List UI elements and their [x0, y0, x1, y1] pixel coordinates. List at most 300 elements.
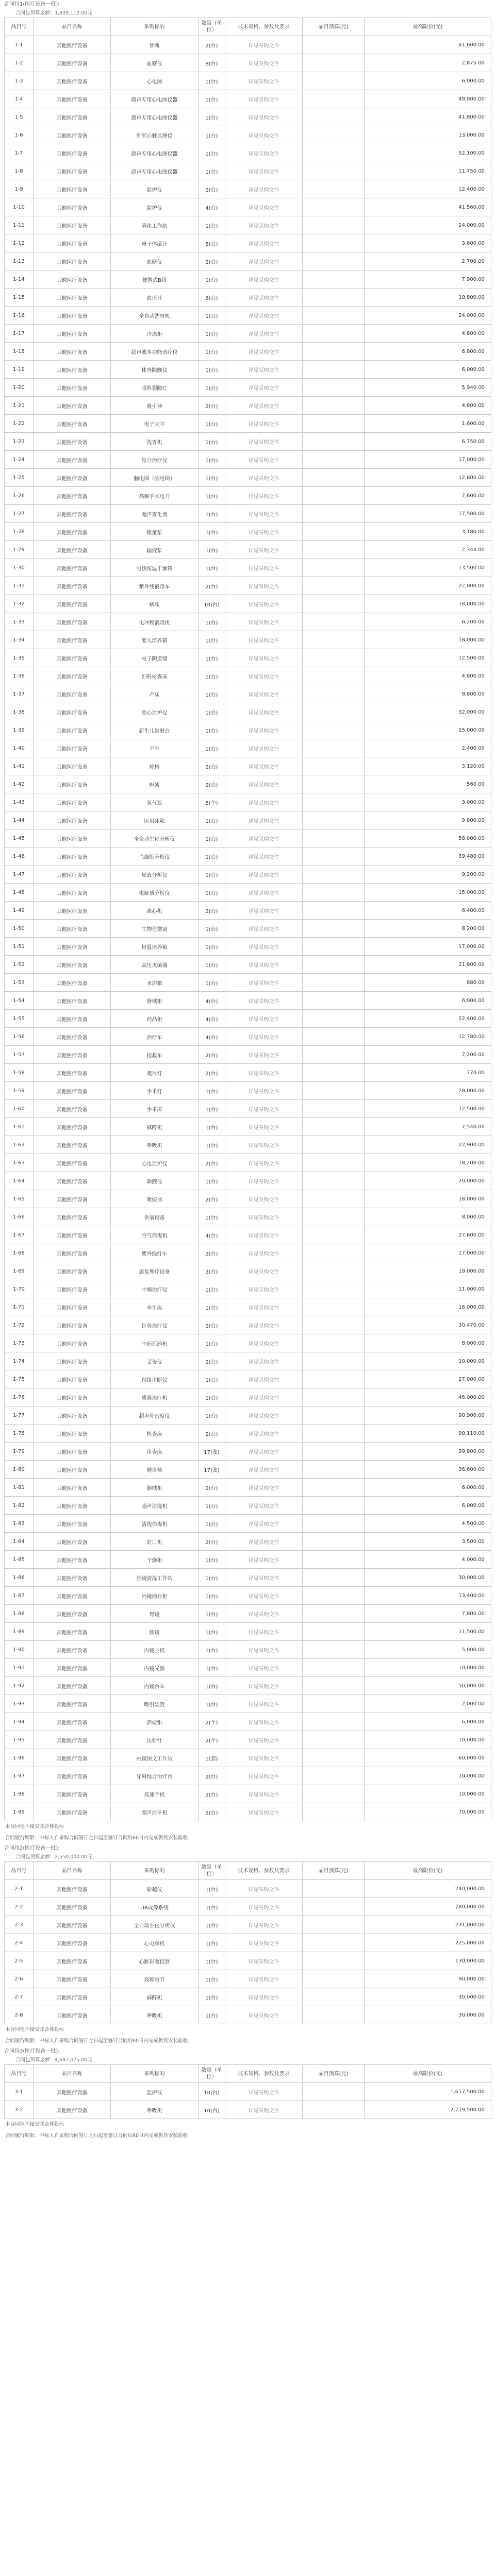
item-max-price: 81,600.00: [365, 36, 491, 54]
table-row: [5, 144, 491, 162]
item-budget: [303, 108, 365, 126]
item-budget: [303, 487, 365, 505]
item-quantity: 1(台): [199, 739, 225, 757]
item-number: 1-97: [5, 1767, 34, 1785]
item-spec: 详见采购文件: [225, 541, 303, 559]
column-header: 品目预算(元): [303, 2065, 365, 2083]
item-target: 封口机: [111, 1533, 199, 1551]
item-number: 1-32: [5, 595, 34, 613]
item-budget: [303, 54, 365, 72]
item-quantity: 1(台): [199, 144, 225, 162]
item-number: 1-12: [5, 234, 34, 252]
item-spec: 详见采购文件: [225, 902, 303, 920]
item-spec: 详见采购文件: [225, 1262, 303, 1280]
item-budget: [303, 1388, 365, 1406]
item-target: 医用冰箱: [111, 811, 199, 829]
item-spec: 详见采购文件: [225, 54, 303, 72]
table-row: [5, 1262, 491, 1280]
item-max-price: 6,400.00: [365, 902, 491, 920]
item-spec: 详见采购文件: [225, 198, 303, 216]
table-row: [5, 974, 491, 992]
item-spec: 详见采购文件: [225, 36, 303, 54]
table-row: [5, 1190, 491, 1208]
item-budget: [303, 343, 365, 361]
item-quantity: 1(台): [199, 433, 225, 451]
column-header: 品目名称: [34, 2065, 111, 2083]
table-row: [5, 1551, 491, 1569]
item-max-price: 6,000.00: [365, 361, 491, 379]
item-number: 1-99: [5, 1803, 34, 1821]
item-budget: [303, 1118, 365, 1136]
item-quantity: 1(台): [199, 1334, 225, 1352]
item-spec: 详见采购文件: [225, 343, 303, 361]
item-number: 1-62: [5, 1136, 34, 1154]
item-quantity: 1(台): [199, 559, 225, 577]
item-max-price: 90,110.00: [365, 1425, 491, 1443]
item-max-price: 12,600.00: [365, 469, 491, 487]
table-row: [5, 685, 491, 703]
item-target: 微量泵: [111, 523, 199, 541]
item-max-price: 39,480.00: [365, 848, 491, 866]
item-budget: [303, 1515, 365, 1533]
item-number: 1-79: [5, 1443, 34, 1461]
item-max-price: 3,500.00: [365, 1533, 491, 1551]
item-category: 其他医疗设备: [34, 2101, 111, 2119]
column-header: 采购标的: [111, 2065, 199, 2083]
item-budget: [303, 1280, 365, 1298]
item-number: 1-5: [5, 108, 34, 126]
item-quantity: 1(台): [199, 956, 225, 974]
item-budget: [303, 1298, 365, 1316]
item-spec: 详见采购文件: [225, 1988, 303, 2006]
item-number: 1-14: [5, 270, 34, 289]
item-target: 心电图: [111, 72, 199, 90]
item-budget: [303, 289, 365, 307]
item-target: 腔镜清洗工作站: [111, 1569, 199, 1587]
table-row: [5, 775, 491, 793]
item-spec: 详见采购文件: [225, 216, 303, 234]
item-number: 1-27: [5, 505, 34, 523]
item-number: 1-40: [5, 739, 34, 757]
table-row: [5, 1970, 491, 1988]
item-spec: 详见采购文件: [225, 1334, 303, 1352]
item-number: 1-28: [5, 523, 34, 541]
item-quantity: 2(台): [199, 252, 225, 270]
item-budget: [303, 1551, 365, 1569]
item-budget: [303, 1316, 365, 1334]
item-max-price: 50,000.00: [365, 1677, 491, 1695]
item-budget: [303, 270, 365, 289]
item-number: 1-87: [5, 1587, 34, 1605]
item-target: 候诊椅: [111, 1461, 199, 1479]
item-quantity: 2(台): [199, 1046, 225, 1064]
item-budget: [303, 361, 365, 379]
item-number: 1-75: [5, 1370, 34, 1388]
item-target: 中频治疗仪: [111, 1280, 199, 1298]
item-budget: [303, 397, 365, 415]
item-max-price: 8,800.00: [365, 685, 491, 703]
item-target: 除颤仪: [111, 1172, 199, 1190]
item-budget: [303, 1190, 365, 1208]
table-row: [5, 162, 491, 180]
item-target: 轮椅: [111, 757, 199, 775]
item-category: 其他医疗设备: [34, 577, 111, 595]
item-number: 1-20: [5, 379, 34, 397]
table-row: [5, 2083, 491, 2101]
item-target: 病床: [111, 595, 199, 613]
item-number: 1-26: [5, 487, 34, 505]
item-budget: [303, 829, 365, 848]
column-header: 品目预算(元): [303, 18, 365, 36]
item-max-price: 18,000.00: [365, 1190, 491, 1208]
item-number: 1-2: [5, 54, 34, 72]
item-max-price: 6,200.00: [365, 613, 491, 631]
item-max-price: 8,200.00: [365, 920, 491, 938]
item-budget: [303, 775, 365, 793]
item-max-price: 30,000.00: [365, 2006, 491, 2024]
item-max-price: 3,000.00: [365, 793, 491, 811]
item-target: 高频手术电刀: [111, 487, 199, 505]
item-target: 监护仪: [111, 2083, 199, 2101]
item-number: 1-48: [5, 884, 34, 902]
item-number: 1-19: [5, 361, 34, 379]
column-header: 品目名称: [34, 1862, 111, 1880]
item-budget: [303, 307, 365, 325]
item-target: 胎心监护仪: [111, 703, 199, 721]
item-budget: [303, 739, 365, 757]
item-budget: [303, 2006, 365, 2024]
item-target: 高速手机: [111, 1785, 199, 1803]
item-quantity: 2(台): [199, 757, 225, 775]
item-category: 其他医疗设备: [34, 974, 111, 992]
item-max-price: 10,800.00: [365, 289, 491, 307]
item-number: 1-16: [5, 307, 34, 325]
item-spec: 详见采购文件: [225, 2083, 303, 2101]
item-table: [4, 18, 491, 1821]
item-category: 其他医疗设备: [34, 613, 111, 631]
table-row: [5, 1988, 491, 2006]
item-spec: 详见采购文件: [225, 1479, 303, 1497]
item-quantity: 17(张): [199, 1443, 225, 1461]
item-budget: [303, 1136, 365, 1154]
item-spec: 详见采购文件: [225, 90, 303, 108]
item-spec: 详见采购文件: [225, 1641, 303, 1659]
item-quantity: 1(台): [199, 216, 225, 234]
item-max-price: 52,100.00: [365, 144, 491, 162]
item-max-price: 30,000.00: [365, 1988, 491, 2006]
item-budget: [303, 505, 365, 523]
item-target: 呼吸机: [111, 1136, 199, 1154]
item-max-price: 6,000.00: [365, 1713, 491, 1731]
item-target: 电冲程消毒机: [111, 613, 199, 631]
table-row: [5, 1082, 491, 1100]
item-spec: 详见采购文件: [225, 811, 303, 829]
item-quantity: 2(台): [199, 1479, 225, 1497]
item-quantity: 1(台): [199, 1280, 225, 1298]
item-number: 1-31: [5, 577, 34, 595]
item-number: 2-1: [5, 1880, 34, 1898]
item-target: 治疗车: [111, 1028, 199, 1046]
table-row: [5, 1916, 491, 1934]
item-quantity: 2(台): [199, 36, 225, 54]
item-max-price: 12,400.00: [365, 180, 491, 198]
item-category: 其他医疗设备: [34, 1731, 111, 1749]
table-row: [5, 1208, 491, 1226]
item-target: 紫外线灯车: [111, 1244, 199, 1262]
table-row: [5, 505, 491, 523]
item-max-price: 25,000.00: [365, 721, 491, 739]
item-target: 超声专用心电图仪器: [111, 90, 199, 108]
item-budget: [303, 1334, 365, 1352]
item-quantity: 1(台): [199, 1298, 225, 1316]
item-spec: 详见采购文件: [225, 1118, 303, 1136]
item-spec: 详见采购文件: [225, 144, 303, 162]
table-row: [5, 1316, 491, 1334]
item-budget: [303, 1064, 365, 1082]
item-number: 1-61: [5, 1118, 34, 1136]
item-spec: 详见采购文件: [225, 1352, 303, 1370]
item-budget: [303, 559, 365, 577]
item-spec: 详见采购文件: [225, 1569, 303, 1587]
item-max-price: 6,000.00: [365, 1479, 491, 1497]
item-category: 其他医疗设备: [34, 1190, 111, 1208]
item-budget: [303, 811, 365, 829]
item-category: 其他医疗设备: [34, 595, 111, 613]
item-category: 其他医疗设备: [34, 1533, 111, 1551]
item-number: 1-60: [5, 1100, 34, 1118]
item-category: 其他医疗设备: [34, 1316, 111, 1334]
item-spec: 详见采购文件: [225, 1244, 303, 1262]
item-budget: [303, 848, 365, 866]
item-quantity: 1(台): [199, 974, 225, 992]
item-category: 其他医疗设备: [34, 523, 111, 541]
item-quantity: 4(台): [199, 1226, 225, 1244]
item-table: [4, 2064, 491, 2119]
item-number: 1-57: [5, 1046, 34, 1064]
column-header: 品目号: [5, 18, 34, 36]
item-max-price: 7,800.00: [365, 1605, 491, 1623]
item-category: 其他医疗设备: [34, 1244, 111, 1262]
section-note: 合同履行期限：中标人自采购合同签订之日起至签订合同后60日内完成供货安装验收: [5, 2133, 188, 2139]
table-row: [5, 1880, 491, 1898]
item-target: 血压计: [111, 289, 199, 307]
item-max-price: 17,000.00: [365, 938, 491, 956]
item-number: 1-98: [5, 1785, 34, 1803]
item-spec: 详见采购文件: [225, 685, 303, 703]
item-quantity: 1(台): [199, 90, 225, 108]
item-spec: 详见采购文件: [225, 1695, 303, 1713]
item-spec: 详见采购文件: [225, 1916, 303, 1934]
item-target: 电解质分析仪: [111, 884, 199, 902]
item-spec: 详见采购文件: [225, 397, 303, 415]
item-target: 检查床: [111, 1425, 199, 1443]
item-category: 其他医疗设备: [34, 938, 111, 956]
item-spec: 详见采购文件: [225, 595, 303, 613]
item-target: 熏蒸治疗机: [111, 1388, 199, 1406]
item-target: 中药煎药机: [111, 1334, 199, 1352]
table-row: [5, 1154, 491, 1172]
item-category: 其他医疗设备: [34, 307, 111, 325]
item-max-price: 6,800.00: [365, 343, 491, 361]
item-spec: 详见采购文件: [225, 667, 303, 685]
item-number: 1-4: [5, 90, 34, 108]
table-row: [5, 307, 491, 325]
item-budget: [303, 902, 365, 920]
item-budget: [303, 1028, 365, 1046]
item-spec: 详见采购文件: [225, 1952, 303, 1970]
item-quantity: 1(台): [199, 920, 225, 938]
item-max-price: 17,500.00: [365, 505, 491, 523]
item-spec: 详见采购文件: [225, 920, 303, 938]
item-spec: 详见采购文件: [225, 884, 303, 902]
item-spec: 详见采购文件: [225, 938, 303, 956]
item-budget: [303, 703, 365, 721]
section-note: 合同履行期限：中标人自采购合同签订之日起至签订合同后60日内完成供货安装验收: [5, 2038, 188, 2044]
item-number: 1-64: [5, 1172, 34, 1190]
table-row: [5, 1533, 491, 1551]
item-quantity: 2(台): [199, 1767, 225, 1785]
item-number: 1-91: [5, 1659, 34, 1677]
item-budget: [303, 415, 365, 433]
item-quantity: 1(台): [199, 1916, 225, 1934]
item-number: 1-33: [5, 613, 34, 631]
item-quantity: 1(台): [199, 415, 225, 433]
item-category: 其他医疗设备: [34, 1551, 111, 1569]
item-max-price: 6,750.00: [365, 433, 491, 451]
item-category: 其他医疗设备: [34, 1479, 111, 1497]
item-number: 2-6: [5, 1970, 34, 1988]
item-target: 冷冻柜: [111, 325, 199, 343]
item-spec: 详见采购文件: [225, 1587, 303, 1605]
item-quantity: 4(台): [199, 992, 225, 1010]
item-category: 其他医疗设备: [34, 1605, 111, 1623]
table-row: [5, 433, 491, 451]
item-budget: [303, 1154, 365, 1172]
item-quantity: 1(台): [199, 1208, 225, 1226]
item-budget: [303, 1226, 365, 1244]
item-budget: [303, 1934, 365, 1952]
item-category: 其他医疗设备: [34, 343, 111, 361]
item-quantity: 10(台): [199, 2083, 225, 2101]
table-row: [5, 848, 491, 866]
item-category: 其他医疗设备: [34, 1010, 111, 1028]
item-number: 1-70: [5, 1280, 34, 1298]
item-number: 1-96: [5, 1749, 34, 1767]
item-spec: 详见采购文件: [225, 2006, 303, 2024]
item-budget: [303, 234, 365, 252]
item-spec: 详见采购文件: [225, 1605, 303, 1623]
item-spec: 详见采购文件: [225, 126, 303, 144]
table-row: [5, 1767, 491, 1785]
item-number: 1-24: [5, 451, 34, 469]
item-spec: 详见采购文件: [225, 361, 303, 379]
item-quantity: 8(台): [199, 54, 225, 72]
item-budget: [303, 36, 365, 54]
item-number: 2-2: [5, 1898, 34, 1916]
item-number: 1-17: [5, 325, 34, 343]
table-row: [5, 1226, 491, 1244]
item-category: 其他医疗设备: [34, 270, 111, 289]
item-target: 肝胆心脏监测仪: [111, 126, 199, 144]
item-category: 其他医疗设备: [34, 1916, 111, 1934]
item-target: 艾灸仪: [111, 1352, 199, 1370]
item-quantity: 1(台): [199, 1370, 225, 1388]
item-max-price: 4,500.00: [365, 1515, 491, 1533]
item-number: 1-81: [5, 1479, 34, 1497]
item-category: 其他医疗设备: [34, 1226, 111, 1244]
column-header: 最高限价(元): [365, 1862, 491, 1880]
item-quantity: 1(台): [199, 1172, 225, 1190]
item-budget: [303, 595, 365, 613]
item-max-price: 2,400.00: [365, 739, 491, 757]
item-quantity: 1(台): [199, 541, 225, 559]
item-target: 输液泵: [111, 541, 199, 559]
item-category: 其他医疗设备: [34, 433, 111, 451]
item-category: 其他医疗设备: [34, 902, 111, 920]
item-budget: [303, 541, 365, 559]
item-category: 其他医疗设备: [34, 1154, 111, 1172]
item-target: 呼吸机: [111, 2101, 199, 2119]
column-header: 最高限价(元): [365, 18, 491, 36]
item-quantity: 1(台): [199, 1988, 225, 2006]
item-category: 其他医疗设备: [34, 1136, 111, 1154]
item-category: 其他医疗设备: [34, 1515, 111, 1533]
item-spec: 详见采购文件: [225, 234, 303, 252]
item-category: 其他医疗设备: [34, 1587, 111, 1605]
item-spec: 详见采购文件: [225, 649, 303, 667]
item-category: 其他医疗设备: [34, 72, 111, 90]
item-target: 洗胃机: [111, 433, 199, 451]
item-max-price: 24,000.00: [365, 216, 491, 234]
item-target: 牙科综合治疗台: [111, 1767, 199, 1785]
item-number: 1-29: [5, 541, 34, 559]
section-note: 本合同包不接受联合体投标: [5, 2122, 64, 2127]
table-row: [5, 902, 491, 920]
item-budget: [303, 1046, 365, 1064]
item-max-price: 17,000.00: [365, 451, 491, 469]
item-number: 3-1: [5, 2083, 34, 2101]
item-max-price: 27,600.00: [365, 1226, 491, 1244]
item-budget: [303, 1659, 365, 1677]
table-row: [5, 523, 491, 541]
item-target: 抢救车: [111, 1046, 199, 1064]
item-max-price: 8,000.00: [365, 1208, 491, 1226]
item-number: 1-53: [5, 974, 34, 992]
item-spec: 详见采购文件: [225, 757, 303, 775]
item-target: 担架: [111, 775, 199, 793]
item-max-price: 4,800.00: [365, 667, 491, 685]
item-number: 1-58: [5, 1064, 34, 1082]
item-spec: 详见采购文件: [225, 703, 303, 721]
table-row: [5, 920, 491, 938]
item-spec: 详见采购文件: [225, 1785, 303, 1803]
item-quantity: 1(台): [199, 2006, 225, 2024]
item-max-price: 240,000.00: [365, 1880, 491, 1898]
item-category: 其他医疗设备: [34, 775, 111, 793]
item-target: 超声清洗机: [111, 1497, 199, 1515]
item-budget: [303, 1731, 365, 1749]
item-quantity: 1(台): [199, 1934, 225, 1952]
item-spec: 详见采购文件: [225, 307, 303, 325]
item-number: 1-22: [5, 415, 34, 433]
item-category: 其他医疗设备: [34, 469, 111, 487]
item-quantity: 1(台): [199, 1970, 225, 1988]
item-spec: 详见采购文件: [225, 1028, 303, 1046]
item-category: 其他医疗设备: [34, 415, 111, 433]
item-number: 1-85: [5, 1551, 34, 1569]
item-category: 其他医疗设备: [34, 1406, 111, 1425]
column-header: 品目名称: [34, 18, 111, 36]
